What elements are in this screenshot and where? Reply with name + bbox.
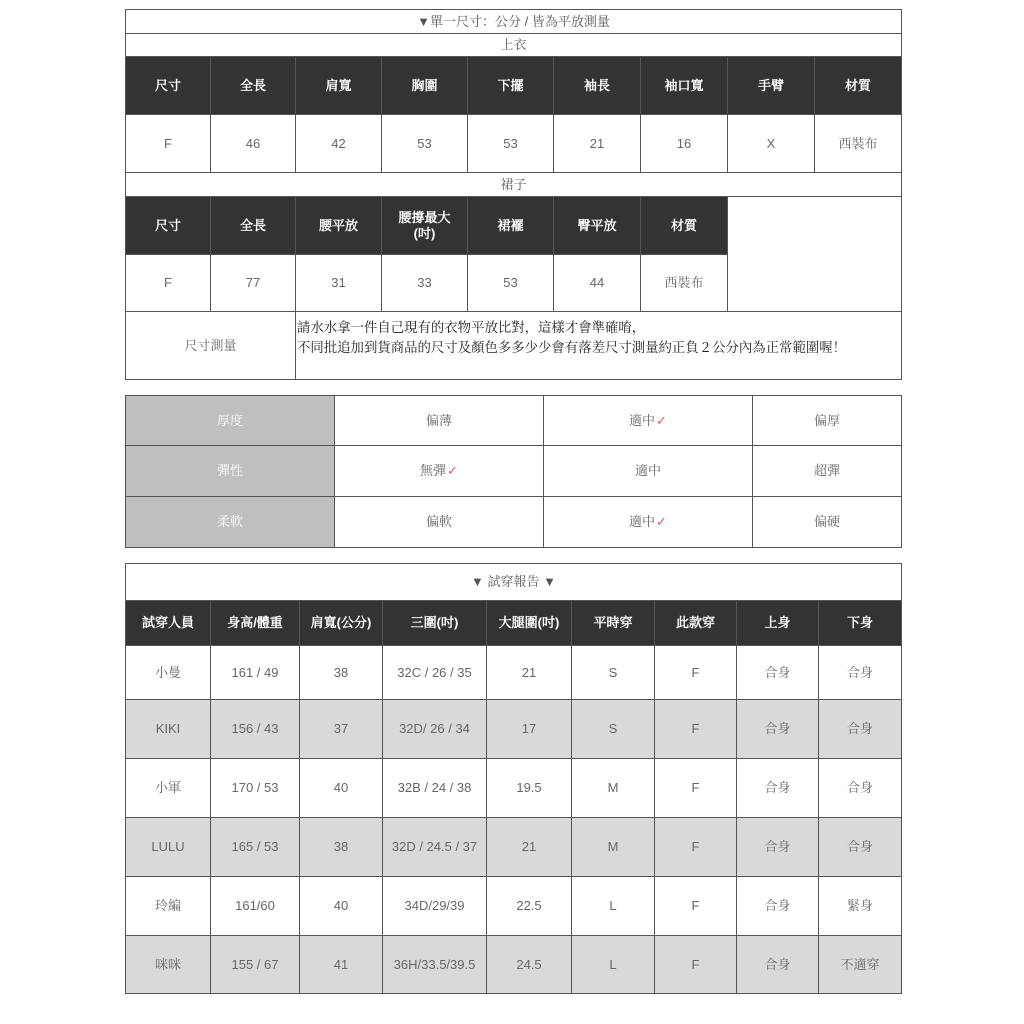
fabric-attribute-label: 柔軟 [126,497,335,548]
fabric-option [544,497,753,548]
top-fit: 合身 [737,759,819,818]
top-header-cell: 胸圍 [382,57,468,115]
usual-size: M [572,759,655,818]
fabric-option [335,497,544,548]
this-size: F [655,877,737,936]
measurements: 32C / 26 / 35 [383,646,487,700]
bottom-fit: 合身 [819,818,902,877]
skirt-value-cell: 33 [382,255,468,312]
usual-size: S [572,646,655,700]
skirt-value-cell: 31 [296,255,382,312]
try-on-header-cell: 此款穿 [655,601,737,646]
shoulder-width: 41 [300,936,383,994]
skirt-header-cell: 尺寸 [126,197,211,255]
fabric-option [753,446,902,497]
table-row [126,700,902,759]
top-section-row [126,34,902,57]
top-header-cell: 材質 [815,57,902,115]
fabric-table [125,395,902,548]
height-weight: 161/60 [211,877,300,936]
fabric-option-text: 偏硬 [813,514,840,529]
measurements: 32B / 24 / 38 [383,759,487,818]
top-header-row [126,57,902,115]
shoulder-width: 38 [300,646,383,700]
fabric-option-text: 偏軟 [425,514,452,529]
skirt-header-cell: 材質 [641,197,728,255]
fabric-option-text: 適中 [629,514,656,529]
skirt-value-cell: 44 [554,255,641,312]
top-header-cell: 袖口寬 [641,57,728,115]
top-header-cell: 袖長 [554,57,641,115]
skirt-value-cell: 77 [211,255,296,312]
fabric-option-text: 偏厚 [813,412,840,428]
height-weight: 161 / 49 [211,646,300,700]
table-row [126,646,902,700]
try-on-header-cell: 肩寬(公分) [300,601,383,646]
tester-name: 玲編 [126,877,211,936]
usual-size: L [572,877,655,936]
thigh: 21 [487,818,572,877]
height-weight: 156 / 43 [211,700,300,759]
top-value-cell: 西裝布 [815,115,902,173]
top-value-cell: 53 [468,115,554,173]
try-on-title-row [126,564,902,601]
top-fit: 合身 [737,877,819,936]
tester-name: LULU [126,818,211,877]
top-header-cell: 下擺 [468,57,554,115]
shoulder-width: 40 [300,759,383,818]
thigh: 24.5 [487,936,572,994]
measurements: 36H/33.5/39.5 [383,936,487,994]
top-value-cell: 42 [296,115,382,173]
measure-note-line: 請水水拿一件自己現有的衣物平放比對，這樣才會準確唷， [297,320,646,335]
top-fit: 合身 [737,818,819,877]
top-fit: 合身 [737,700,819,759]
tester-name: 小曼 [126,646,211,700]
fabric-option [335,446,544,497]
height-weight: 165 / 53 [211,818,300,877]
thigh: 17 [487,700,572,759]
this-size: F [655,818,737,877]
tester-name: KIKI [126,700,211,759]
bottom-fit: 不適穿 [819,936,902,994]
skirt-header-row [126,197,902,255]
fabric-option-text: 超彈 [813,463,840,478]
skirt-header-cell: 臀平放 [554,197,641,255]
measure-note-row [126,312,902,380]
top-value-row [126,115,902,173]
bottom-fit: 合身 [819,759,902,818]
fabric-row-thickness [126,396,902,446]
skirt-section-row [126,173,902,197]
size-chart-title-row [126,10,902,34]
check-icon: ✓ [447,463,458,478]
try-on-table [125,563,902,994]
check-icon: ✓ [656,412,667,428]
try-on-header-cell: 下身 [819,601,902,646]
top-value-cell: 46 [211,115,296,173]
fabric-attribute-label: 彈性 [126,446,335,497]
fabric-row-softness [126,497,902,548]
top-header-cell: 尺寸 [126,57,211,115]
this-size: F [655,646,737,700]
skirt-section-label: 裙子 [126,173,902,197]
top-header-cell: 全長 [211,57,296,115]
size-chart-table [125,9,902,380]
tester-name: 咪咪 [126,936,211,994]
measurements: 32D/ 26 / 34 [383,700,487,759]
top-header-cell: 手臂 [728,57,815,115]
try-on-header-cell: 試穿人員 [126,601,211,646]
top-value-cell: 53 [382,115,468,173]
try-on-header-cell: 上身 [737,601,819,646]
shoulder-width: 38 [300,818,383,877]
try-on-header-cell: 三圍(吋) [383,601,487,646]
fabric-option [753,497,902,548]
bottom-fit: 緊身 [819,877,902,936]
skirt-header-cell: 腰平放 [296,197,382,255]
usual-size: M [572,818,655,877]
skirt-header-cell: 腰撐最大 (吋) [382,197,468,255]
height-weight: 170 / 53 [211,759,300,818]
table-row [126,877,902,936]
table-row [126,759,902,818]
shoulder-width: 37 [300,700,383,759]
check-icon: ✓ [656,514,667,529]
measure-note-line: 不同批追加到貨商品的尺寸及顏色多多少少會有落差尺寸測量約正負２公分內為正常範圍喔！ [297,340,847,355]
shoulder-width: 40 [300,877,383,936]
fabric-option-text: 偏薄 [425,412,452,428]
try-on-header-cell: 大腿圍(吋) [487,601,572,646]
skirt-value-cell: 53 [468,255,554,312]
measure-note-text [296,312,902,380]
height-weight: 155 / 67 [211,936,300,994]
fabric-row-elasticity [126,446,902,497]
top-value-cell: X [728,115,815,173]
fabric-option-text: 適中 [629,412,656,428]
usual-size: S [572,700,655,759]
thigh: 19.5 [487,759,572,818]
thigh: 22.5 [487,877,572,936]
try-on-header-cell: 平時穿 [572,601,655,646]
bottom-fit: 合身 [819,700,902,759]
top-value-cell: 21 [554,115,641,173]
top-fit: 合身 [737,646,819,700]
top-value-cell: F [126,115,211,173]
fabric-option [753,396,902,446]
skirt-value-cell: 西裝布 [641,255,728,312]
table-row [126,936,902,994]
tester-name: 小軍 [126,759,211,818]
this-size: F [655,936,737,994]
thigh: 21 [487,646,572,700]
skirt-header-cell: 裙襬 [468,197,554,255]
fabric-option [335,396,544,446]
top-section-label: 上衣 [126,34,902,57]
bottom-fit: 合身 [819,646,902,700]
usual-size: L [572,936,655,994]
top-header-cell: 肩寬 [296,57,382,115]
this-size: F [655,700,737,759]
fabric-option [544,446,753,497]
top-value-cell: 16 [641,115,728,173]
measurements: 32D / 24.5 / 37 [383,818,487,877]
skirt-value-cell: F [126,255,211,312]
try-on-header-cell: 身高/體重 [211,601,300,646]
try-on-title: ▼ 試穿報告 ▼ [126,564,902,601]
size-chart-title: ▼單一尺寸：公分 / 皆為平放測量 [126,10,902,34]
fabric-option-text: 無彈 [420,463,447,478]
fabric-option [544,396,753,446]
skirt-header-cell: 全長 [211,197,296,255]
this-size: F [655,759,737,818]
fabric-option-text: 適中 [634,463,661,478]
measure-note-label: 尺寸測量 [126,312,296,380]
measurements: 34D/29/39 [383,877,487,936]
top-fit: 合身 [737,936,819,994]
blank-cell [728,197,902,312]
fabric-attribute-label: 厚度 [126,396,335,446]
try-on-header-row [126,601,902,646]
table-row [126,818,902,877]
